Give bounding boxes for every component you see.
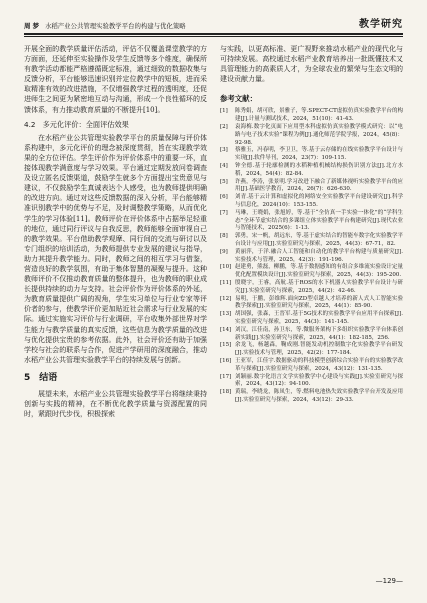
reference-item <box>220 296 403 312</box>
reference-number: [18] <box>220 389 232 396</box>
reference-item <box>220 210 403 233</box>
reference-number: [2] <box>220 124 228 131</box>
reference-item <box>220 163 403 179</box>
reference-item <box>220 147 403 163</box>
reference-number: [10] <box>220 264 232 271</box>
reference-item <box>220 233 403 249</box>
reference-number: [8] <box>220 233 228 240</box>
reference-text: 刘颖丽.数字化语言文学实验教学中心建设与实践[J].实验室研究与探索，2024，43(12)：94-100. <box>235 373 403 388</box>
header-author: 周 梦 <box>24 22 40 30</box>
reference-text: 钟全德.基于轮廓检测的水稻种植机械结构损伤识别方法[J].北方水稻，2024，54(4)：82-84. <box>235 163 403 177</box>
reference-item <box>220 179 403 195</box>
reference-text: 黄瑞，李晓龙，陈凤生，等.燃料电池热失效实验教学平台开发及应用[J].实验室研究与探索，2024，43(12)：29-33. <box>235 389 403 403</box>
paragraph: 与实践，以更高标准、更广视野来推动水稻产业的现代化与可持续发展。高校通过水稻产业教育培养出一批既懂技术又具管理能力的高素质人才，为全球农业的繁荣与生态文明的建设贡献力量。 <box>220 45 403 84</box>
reference-item <box>220 108 403 124</box>
reference-number: [16] <box>220 357 232 364</box>
page-number: —129— <box>375 577 403 585</box>
reference-text: 蔡雅玉，冯春明，李卫卫，等.基于云存储的在线实验教学平台设计与实现[J].软件导刊，2024，23(7)：109-115. <box>235 147 403 162</box>
reference-item <box>220 327 403 343</box>
paragraph: 在水稻产业公共管理实验教学平台的质量保障与评价体系构建中，多元化评价的理念被深度贯彻，旨在实现教学效果的全方位评估。学生评价作为评价体系中的重要一环，直接体现教学满意度与学习效果。平台通过定期发放问卷调查及设立匿名反馈渠道，鼓励学生就多个方面提出宝贵意见与建议，不仅鼓励学生真诚表达个人感受，也为教师提供明确的改进方向。通过对这些反馈数据的深入分析，平台能够精准识别教学中的优势与不足，及时调整教学策略，从而优化学生的学习体验[11]。教师评价在评价体系中占据举足轻重的地位，通过同行评议与自我反思，教师能够全面审视自己的教学效果。平台借助教学观摩、同行间的交流与研讨以及专门组织的培训活动，为教师提供专业发展的建议与指导，助力其提升教学能力。同时，教师之间的相互学习与借鉴，营造良好的教学氛围，有助于集体智慧的凝聚与提升。这种教师评价不仅推动教育质量的整体提升，也为教师的职业成长提供持续的动力与支持。社会评价作为评价体系的外延，为教育质量提供广阔的视角，学生实习单位与行业专家等评价者的参与，使教学评价更加贴近社会需求与行业发展的实际。通过实施实习评价与行业调研，平台收集外部世界对学生能力与教学质量的真实反馈，这些信息为教学质量的改进与优化提供宝贵的参考依据。此外，社会评价还有助于加强学校与社会的联系与合作，促进产学研用的深度融合，推动水稻产业公共管理实验教学平台的持续发展与创新。 <box>24 133 207 364</box>
paragraph: 展望未来，水稻产业公共管理实验教学平台将继续秉持创新与实践的精神，在不断优化教学质量与资源配置的同时，紧跟时代步伐，积极探索 <box>24 390 207 419</box>
header-left <box>24 21 186 30</box>
reference-item <box>220 342 403 358</box>
reference-text: 胡国强，张森，王晋军.基于5G技术的实验教学平台应用平台探索[J].实验室研究与探索，2025，44(3)：141-145. <box>235 311 403 325</box>
reference-number: [7] <box>220 209 228 216</box>
reference-text: 许燕，李涛，张景明.学习改进下融合了新媒体视听实验教学平台的应用[J].基础医学教育，2024，26(7)：626-630. <box>235 178 403 193</box>
reference-number: [13] <box>220 311 232 318</box>
reference-number: [17] <box>220 373 232 380</box>
reference-item <box>220 389 403 405</box>
reference-number: [11] <box>220 280 232 286</box>
header-section: 教学研究 <box>359 19 403 30</box>
reference-number: [3] <box>220 147 228 154</box>
reference-text: 易明，于鹏，彭维辉.面向ZD型卓越人才培养的新人式人工智能实验教学探索[J].实验室研究与探索，2025，44(1)：85-90. <box>235 295 403 310</box>
reference-text: 赵建勇，熊磊，柳鹏，等.基于数据感知的有组合多维流实验设计定量优化配置模块设计[J].实验室研究与探索，2025，44(3)：195-200. <box>235 264 403 279</box>
right-column <box>220 44 403 405</box>
reference-number: [4] <box>220 163 228 170</box>
reference-text: 刘汉，江佳南，孙卫东，等.微服务架构下多组织实验教学平台体系创新实践[J].实验室研究与探索，2025，44(1)：182-185，256. <box>235 326 403 341</box>
reference-text: 黄丽萍，于洋.融合人工智能和自动化的教学平台构建与质量研究[J].实验技术与管理，2025，42(3)：191-196. <box>235 248 403 263</box>
reference-text: 袁海梅.数字化页面下应用型本科虚拟仿真实验教学模式研究：以“电路与电子技术实验”课程为例[J].通化师范学院学报，2024，45(8)：92-98. <box>235 124 403 146</box>
reference-item <box>220 264 403 280</box>
reference-item <box>220 311 403 327</box>
reference-item <box>220 194 403 210</box>
reference-text: 王亚军，江佳宇.数据驱动的科技模型创新综合实验平台的实验教学改革与探索[J].实验室研究与探索，2024，43(12)：131-135. <box>235 357 403 372</box>
reference-number: [12] <box>220 295 232 302</box>
reference-item <box>220 358 403 374</box>
header-rule-thin <box>24 36 403 37</box>
reference-item <box>220 280 403 296</box>
reference-item <box>220 124 403 147</box>
subheading-4-2: 4.2 多元化评价：全面评估效果 <box>24 119 129 129</box>
reference-text: 陈秀娟，胡可欣，景雅子，等.SPECT-CT虚拟仿真实验教学平台的构建[J].计量与测试技术，2024，51(10)：41-43. <box>235 108 403 123</box>
header-rule-thick <box>24 33 403 35</box>
header-article-title: 水稻产业公共管理实验教学平台的构建与优化策略 <box>45 22 186 30</box>
reference-number: [15] <box>220 342 232 349</box>
paragraph: 开展全面的教学质量评估活动，评估不仅覆盖课堂教学的方方面面，还延伸至实验操作及学生反馈等多个维度，确保所有教学活动都能严格遵循既定标准，通过细致的数据收集与反馈分析，平台能够迅速识别并定位教学中的短板，进而采取精准有效的改进措施，不仅增强教学过程的透明度，还促进师生之间更为紧密地互动与沟通，形成一个良性循环的反馈体系，有力推动教育质量的不断提升[10]。 <box>24 45 207 114</box>
reference-item <box>220 374 403 390</box>
reference-number: [14] <box>220 326 232 333</box>
section-heading-conclusion: 5 结语 <box>24 372 58 383</box>
reference-text: 余龙飞，杨越森，鞠成刚.智能发动机控制数字化实验教学平台研发[J].实验技术与管理，2025，42(2)：177-184. <box>235 342 403 357</box>
reference-number: [9] <box>220 248 228 255</box>
reference-text: 郭勇，宋一帆，胡远东，等.基于虚实结合的智能车数字化实验教学平台设计与应用[J].实验室研究与探索，2025，44(3)：67-71，82. <box>235 233 403 248</box>
references-list <box>220 108 403 404</box>
left-column <box>24 44 207 419</box>
reference-item <box>220 249 403 265</box>
running-header <box>24 14 403 30</box>
reference-text: 马琳，王晓娟，张旭婷，等.基于“全仿真一手实验一体化”的“学科生态”全环节虚实结合的多课组立体实验教学平台构建研究[J].现代农业与智能技术，2025(6)：1-13. <box>235 209 403 232</box>
reference-number: [6] <box>220 194 228 201</box>
reference-text: 殷晓宇，王睿，高航.基于ROS的水下机器人实验教学平台设计与研究[J].实验室研究与探索，2025，44(2)：42-46. <box>235 280 403 294</box>
reference-number: [1] <box>220 108 228 115</box>
reference-number: [5] <box>220 178 228 185</box>
reference-text: 刘青.基于云计算和虚拟化的网络安全实验教学平台建设研究[J].科学与信息化，2024(10)：153-155. <box>235 194 403 209</box>
references-title: 参考文献： <box>220 94 257 104</box>
